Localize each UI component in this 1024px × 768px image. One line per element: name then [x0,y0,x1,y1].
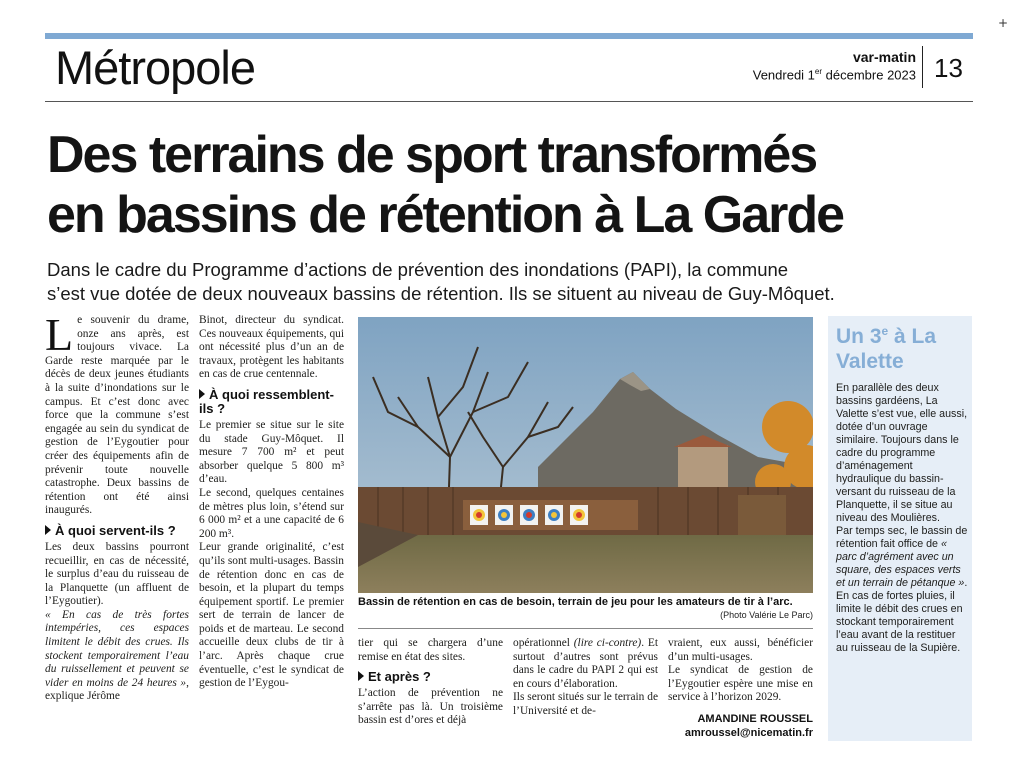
paragraph: Le premier se situe sur le site du stade Guy-Môquet. Il mesure 7 700 m² et peut absorber quelque 5 800 m³ d’eau. [199,418,344,486]
archery-field-photo [358,317,813,593]
masthead-divider [922,46,923,88]
article-column-3 [358,637,503,728]
archery-targets [470,505,588,525]
cross-reference: (lire ci-contre) [573,637,642,649]
sidebar-title-sup: e [881,324,889,338]
author-email: amroussel@nicematin.fr [684,727,813,739]
quote-paragraph [45,609,189,704]
top-rule [45,33,973,39]
text-run: . [964,577,968,589]
registration-mark: + [998,16,1009,30]
sidebar-title-end: à La Valette [836,325,937,373]
paragraph: Binot, directeur du syndicat. Ces nouveaux équipements, qui ont nécessité plus d’un an de travaux, protègent les habitants en cas de crue centennale. [199,314,344,381]
lead-line-2: s’est vue dotée de deux nouveaux bassins de rétention. Ils se situent au niveau de Guy-Môquet. [47,283,835,304]
paragraph: tier qui se chargera d’une remise en état des sites. [358,637,503,663]
caption-rule [358,628,813,629]
paragraph: L’action de prévention ne s’arrête pas là. Un troisième bassin est d’ores et déjà [358,687,503,727]
headline-line-1: Des terrains de sport transformés [47,126,817,184]
date-suffix-sup: er [814,67,823,76]
sidebar-paragraph: En parallèle des deux bassins gardéens, La Valette s’est vue, elle aussi, dotée d’un ouvrage similaire. Toujours dans le cadre du programme d’aménagement hydraulique du bassin-versant du ruisseau de la Planquette, il se situe au niveau des Moulières. [836,382,968,524]
subhead-next [358,670,503,684]
photo-illustration [358,317,813,593]
paragraph: Le syndicat de gestion de l’Eygoutier espère une mise en service à l’horizon 2029. [668,664,813,704]
subhead-purpose-text: À quoi servent-ils ? [55,522,176,538]
author-byline: AMANDINE ROUSSEL [697,713,813,725]
article-column-5 [668,637,813,705]
drop-cap: L [45,309,74,360]
issue-date [705,67,916,82]
triangle-bullet-icon [45,525,51,535]
text-run: . Et surtout d’autres sont prévus dans le cadre du PAPI 2 qui est en cours d’élaboration. [513,637,658,690]
sidebar-title-start: Un 3 [836,325,882,348]
sidebar-paragraph: En cas de fortes pluies, il limite le débit des crues en stockant temporairement l’eau avant de la restituer au ruisseau de la Supière. [836,590,963,654]
newspaper-brand: var-matin [852,49,916,65]
photo-credit: (Photo Valérie Le Parc) [720,610,813,620]
section-title: Métropole [55,41,255,94]
triangle-bullet-icon [358,671,364,681]
sidebar-quote: « parc d’agrément avec un square, des espaces verts et un terrain de pétanque » [836,538,965,589]
quote-text: « En cas de très fortes intempéries, ces espaces limitent le débit des crues. Ils stockent temporairement l’eau du ruissellement et peuvent se vider en moins de 24 heures » [45,608,189,689]
subhead-appearance-text: À quoi ressemblent-ils ? [199,386,334,416]
subhead-purpose [45,524,189,538]
paragraph: Leur grande originalité, c’est qu’ils sont multi-usages. Bassin de rétention donc en cas de besoin, et la plupart du temps équipement sportif. Le premier sert de terrain de lancer de poids et de marteau. Le second accueille deux clubs de tir à l’arc. Après chaque crue éventuelle, c’est le syndicat de gestion de l’Eygou- [199,541,344,690]
intro-text: e souvenir du drame, onze ans après, est toujours vivace. La Garde reste marquée par le décès de deux jeunes étudiants à la suite d’inondations sur le campus. Et c’est donc avec force que la commune s’est engagée au sein du syndicat de gestion de l’Eygoutier pour créer des équipements afin de prévenir toute nouvelle catastrophe. Deux bassins de rétention ont été ainsi inaugurés. [45,314,189,517]
sidebar-text [836,382,968,655]
headline-line-2: en bassins de rétention à La Garde [47,186,844,244]
paragraph: Le second, quelques centaines de mètres plus loin, s’étend sur 6 000 m² et a une capacité de 6 200 m³. [199,486,344,540]
masthead-rule [45,101,973,102]
shelter [738,495,786,535]
text-run: opérationnel [513,637,574,649]
text-run: Par temps sec, le bassin de rétention fait office de [836,525,968,550]
article-column-1 [45,309,189,704]
intro-paragraph [45,309,189,518]
grass-field [358,535,813,593]
sidebar-paragraph [836,525,968,590]
building [678,445,728,490]
sidebar-title [836,319,972,374]
article-column-2 [199,314,344,691]
paragraph [513,637,658,691]
paragraph: Les deux bassins pourront recueillir, en cas de nécessité, le surplus d’eau du ruisseau de la Planquette (un affluent de l’Eygoutier). [45,540,189,608]
subhead-next-text: Et après ? [368,669,431,685]
page-number: 13 [934,53,963,83]
lead-line-1: Dans le cadre du Programme d’actions de prévention des inondations (PAPI), la commune [47,259,789,280]
quote-attribution: , explique Jérôme [45,676,189,703]
date-day: Vendredi 1 [752,67,815,83]
paragraph: Ils seront situés sur le terrain de l’Université et de- [513,691,658,717]
subhead-appearance [199,388,344,416]
triangle-bullet-icon [199,389,205,399]
date-month-year: décembre 2023 [822,67,916,83]
photo-caption: Bassin de rétention en cas de besoin, terrain de jeu pour les amateurs de tir à l’arc. [358,596,793,608]
article-column-4 [513,637,658,719]
paragraph: vraient, eux aussi, bénéficier d’un multi-usages. [668,637,813,663]
